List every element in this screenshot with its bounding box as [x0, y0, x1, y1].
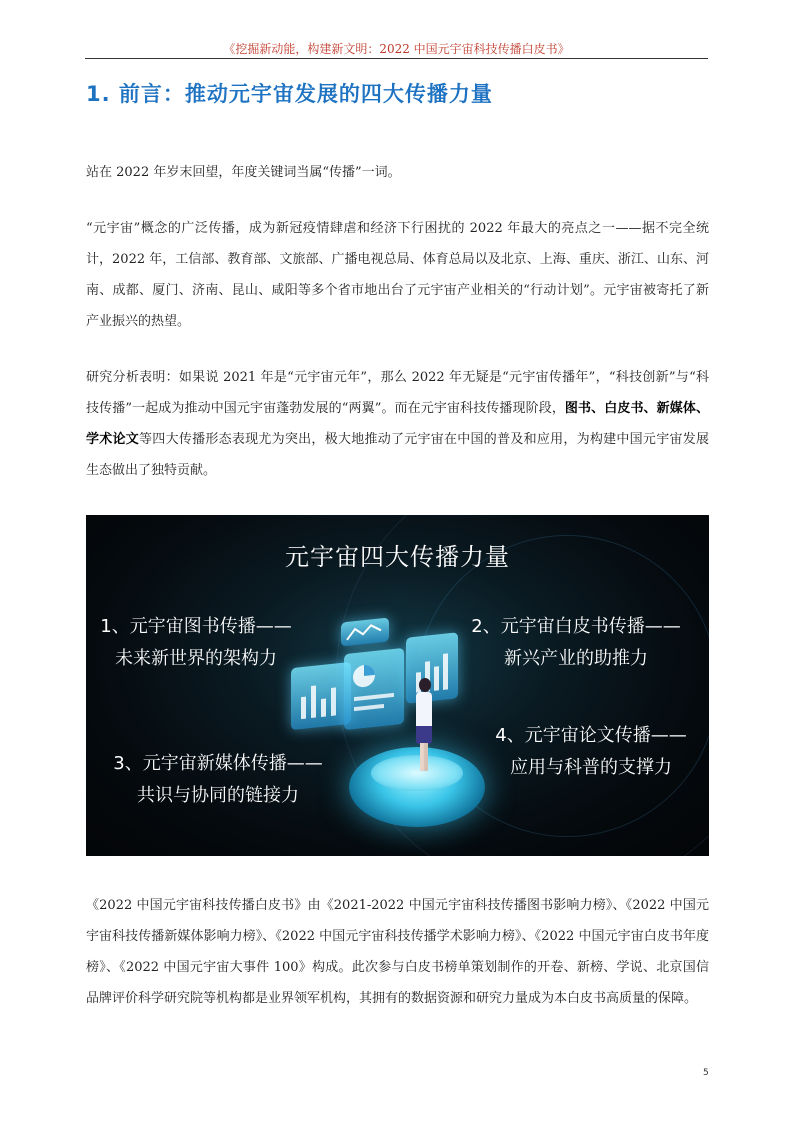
- banner-title: 元宇宙四大传播力量: [285, 543, 510, 571]
- force-paper-desc: 应用与科普的支撑力: [510, 757, 672, 778]
- line-chart-icon: [341, 617, 389, 646]
- section-heading: 1. 前言：推动元宇宙发展的四大传播力量: [86, 82, 493, 106]
- force-paper: [486, 720, 696, 784]
- force-new-media: [108, 748, 328, 812]
- paragraph-composition: 《2022 中国元宇宙科技传播白皮书》由《2021-2022 中国元宇宙科技传播图书影响力榜》、《2022 中国元宇宙科技传播新媒体影响力榜》、《2022 中国元宇宙科技传播学术影响力榜》、《2022 中国元宇宙白皮书年度榜》、《2022 中国元宇宙大事件 100》构成。此次参与白皮书榜单策划制作的开卷、新榜、学说、北京国信品牌评价科学研究院等机构都是业界领军机构，其拥有的数据资源和研究力量成为本白皮书高质量的保障。: [86, 898, 709, 1006]
- force-whitepaper-desc: 新兴产业的助推力: [504, 648, 648, 669]
- paragraph-concept-spread: “元宇宙”概念的广泛传播，成为新冠疫情肆虐和经济下行困扰的 2022 年最大的亮点之一——据不完全统计，2022 年，工信部、教育部、文旅部、广播电视总局、体育总局以及北京、上海、重庆、浙江、山东、河南、成都、厦门、济南、昆山、咸阳等多个省市地出台了元宇宙产业相关的“行动计划”。元宇宙被寄托了新产业振兴的热望。: [86, 221, 709, 329]
- force-book: [96, 611, 296, 675]
- analysis-text-start: 研究分析表明：如果说 2021 年是“元宇宙元年”，那么 2022 年无疑是“元宇宙传播年”，“科技创新”与“科技传播”一起成为推动中国元宇宙蓬勃发展的“两翼”。而在元宇宙科技传播现阶段，: [86, 370, 709, 416]
- analysis-text-end: 等四大传播形态表现尤为突出，极大地推动了元宇宙在中国的普及和应用，为构建中国元宇宙发展生态做出了独特贡献。: [86, 432, 709, 478]
- line-chart-panel-icon: [341, 617, 389, 646]
- force-new-media-desc: 共识与协同的链接力: [137, 785, 299, 806]
- bar-chart-panel-icon: [291, 662, 351, 730]
- force-new-media-title: 3、元宇宙新媒体传播——: [113, 753, 323, 774]
- paragraph-intro: 站在 2022 年岁末回望，年度关键词当属“传播”一词。: [86, 165, 401, 180]
- force-whitepaper: [466, 611, 686, 675]
- force-book-title: 1、元宇宙图书传播——: [100, 616, 292, 637]
- force-paper-title: 4、元宇宙论文传播——: [495, 725, 687, 746]
- force-whitepaper-title: 2、元宇宙白皮书传播——: [471, 616, 681, 637]
- paragraph-analysis: [86, 362, 709, 486]
- force-book-desc: 未来新世界的架构力: [115, 648, 277, 669]
- standing-woman-figure: [413, 678, 435, 778]
- four-forces-banner: [86, 515, 709, 856]
- pie-chart-panel-icon: [344, 648, 404, 730]
- analysis-bold-forms: 图书、白皮书、新媒体、学术论文: [86, 401, 709, 447]
- header-divider: [85, 58, 708, 59]
- page-number: 5: [703, 1068, 709, 1078]
- running-header: 《挖掘新动能，构建新文明：2022 中国元宇宙科技传播白皮书》: [223, 42, 570, 56]
- pie-chart-icon: [344, 648, 404, 730]
